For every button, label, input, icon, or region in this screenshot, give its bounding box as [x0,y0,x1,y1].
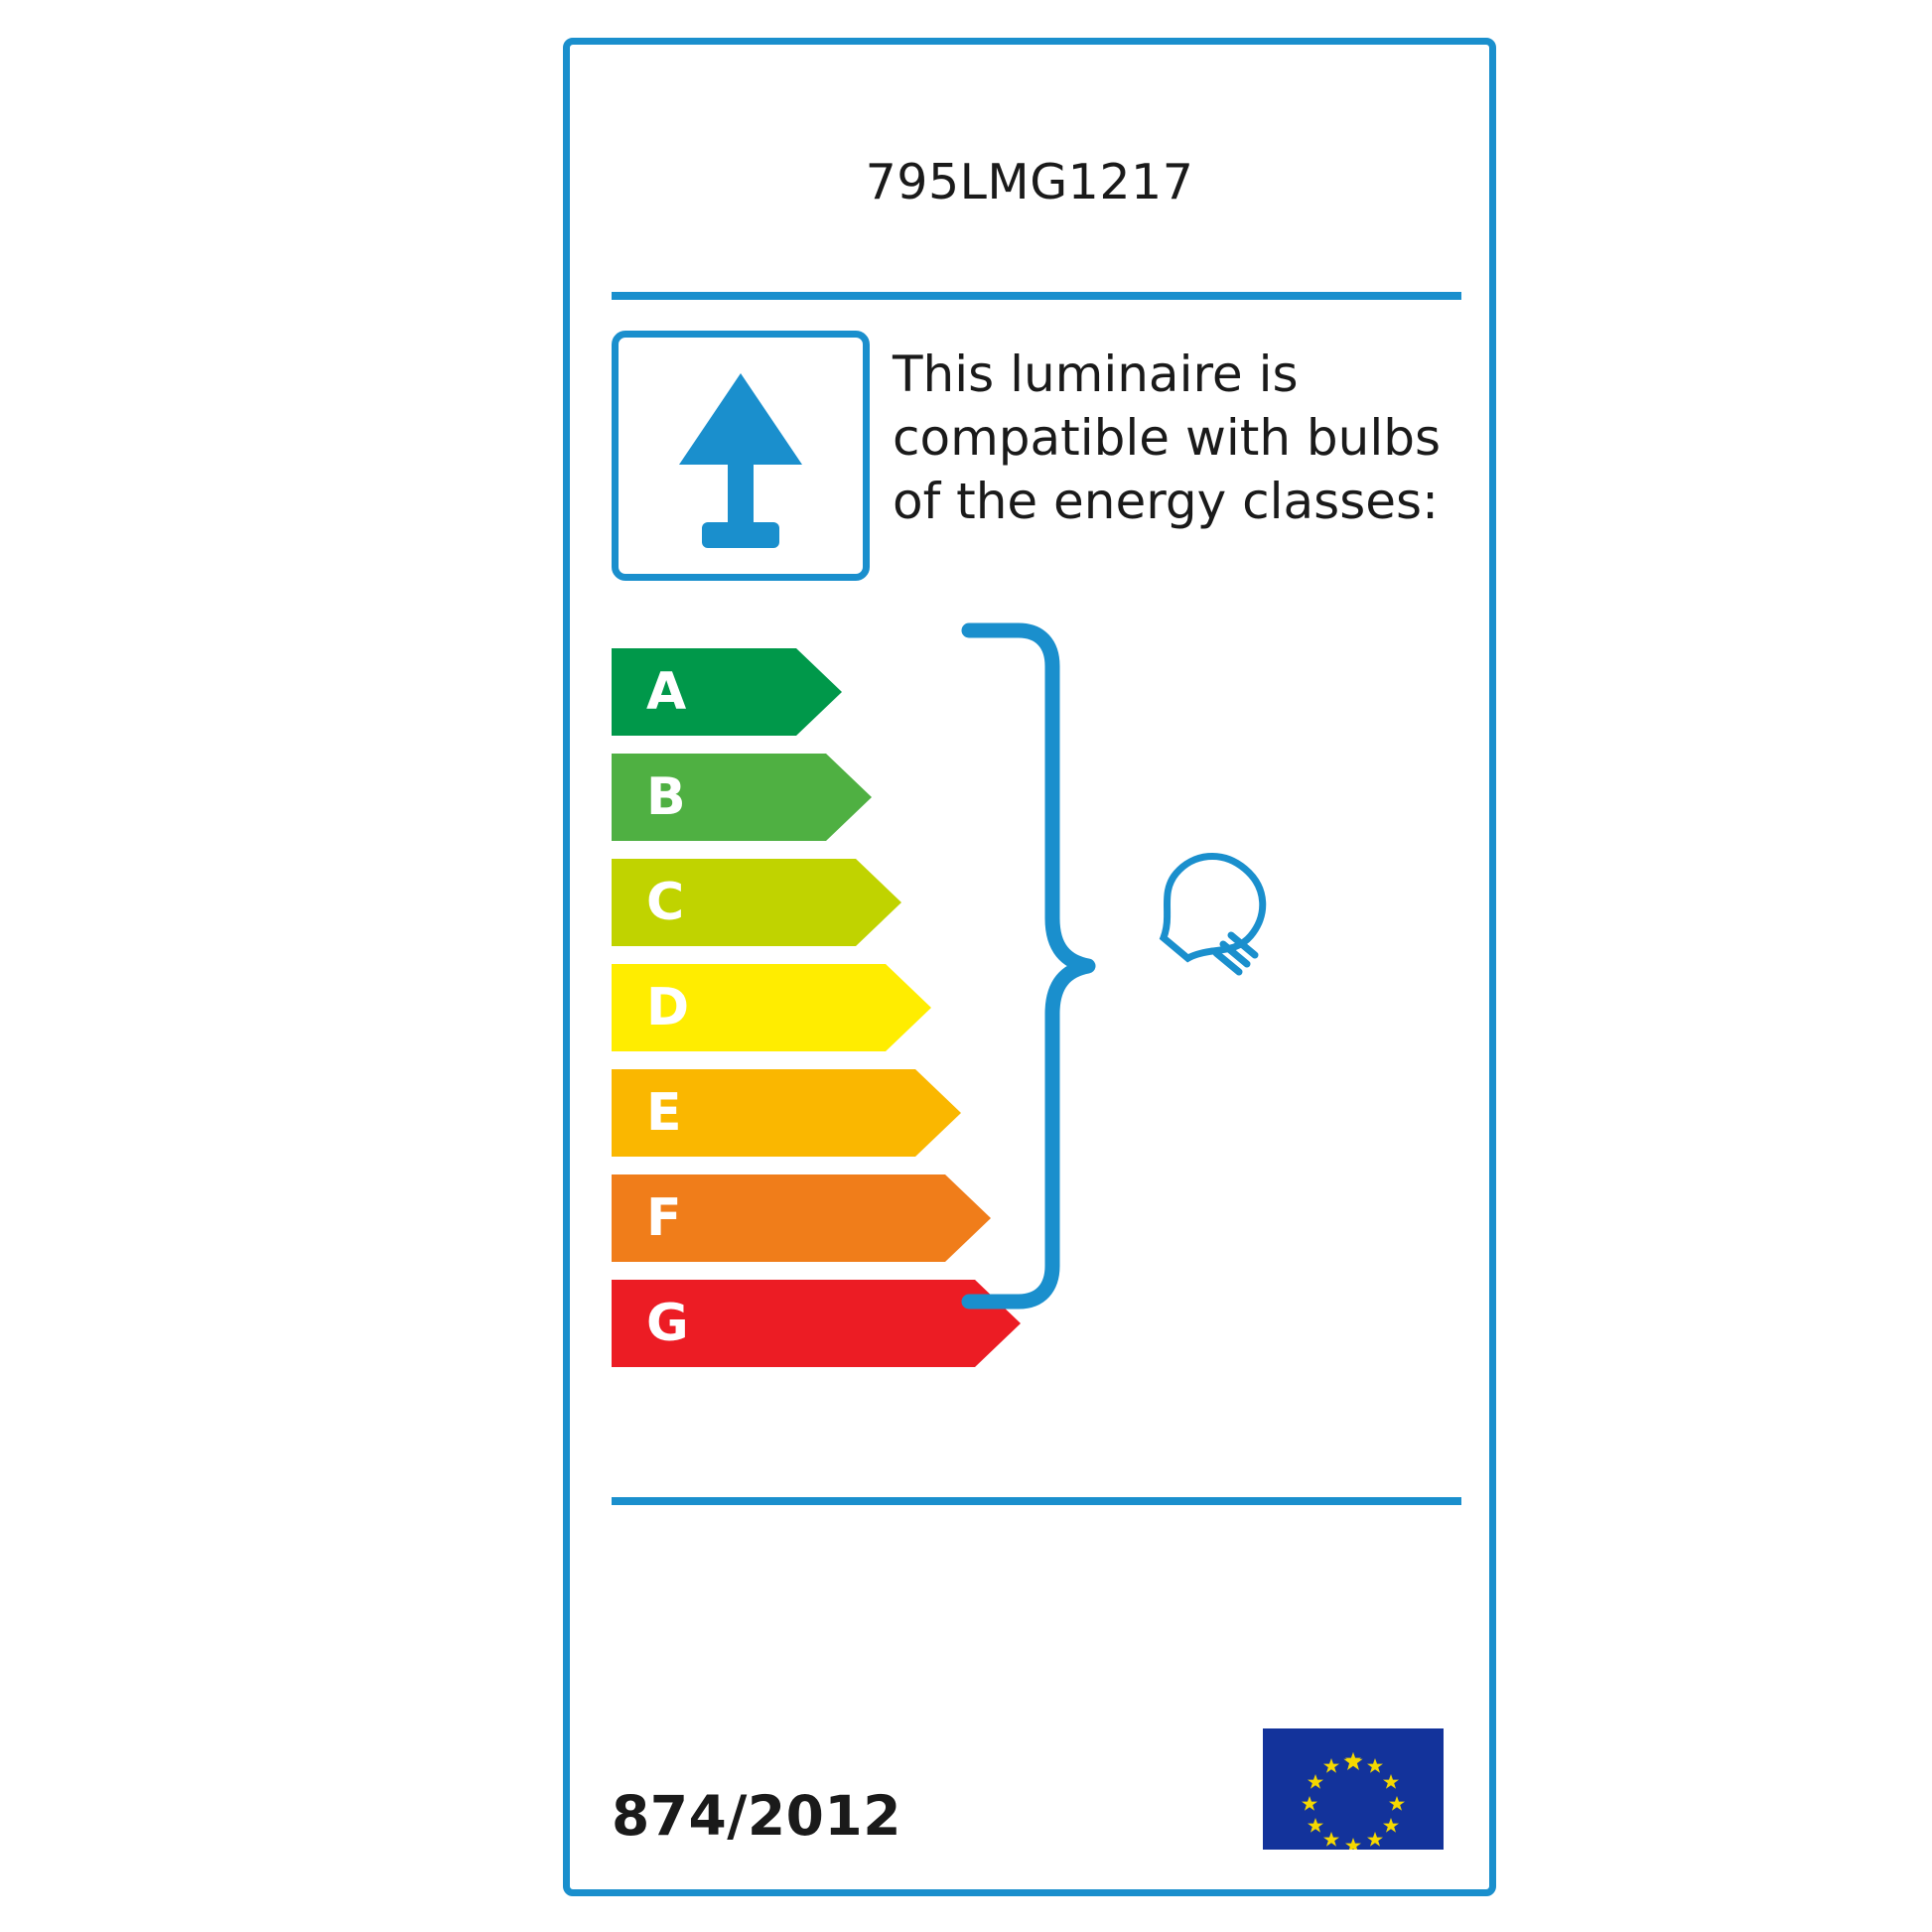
compatibility-text: This luminaire is compatible with bulbs of the energy classes: [893,345,1442,530]
model-code: 795LMG1217 [865,154,1194,210]
energy-class-letter: F [646,1188,682,1248]
energy-class-letter: G [646,1294,689,1353]
eu-flag-icon [1263,1728,1444,1850]
brace-icon [957,621,1126,1311]
energy-class-letter: B [646,767,686,827]
light-bulb-icon [1144,844,1288,988]
divider-top [612,292,1461,300]
energy-class-letter: C [646,873,685,932]
table-lamp-icon [619,338,863,574]
luminaire-icon-box [612,331,870,581]
energy-class-letter: E [646,1083,682,1143]
divider-bottom [612,1497,1461,1505]
regulation-number: 874/2012 [612,1784,901,1848]
energy-class-letter: D [646,978,690,1037]
energy-class-letter: A [646,662,687,722]
energy-label-card [563,38,1496,1896]
